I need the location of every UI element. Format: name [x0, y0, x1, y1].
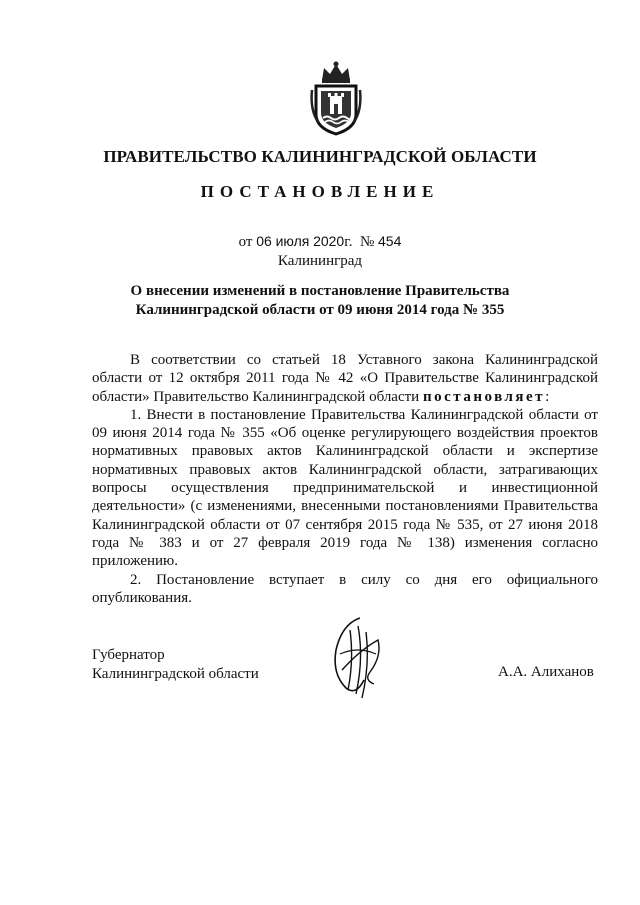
item-1-paragraph: 1. Внести в постановление Правительства Калининградской области от 09 июня 2014 года № 355 «Об оценке регулирующего воздействия проектов нормативных правовых актов Калининградской области и экспертизе нормативных правовых актов Калининградской области, затрагивающих вопросы осуществления предпринимательской и инвестиционной деятельности» (с изменениями, внесенными постановлениями Правительства Калининградской области от 07 сентября 2015 года № 535, от 27 июня 2018 года № 383 и от 27 февраля 2019 года № 138) изменения согласно приложению.: [92, 406, 598, 570]
position-line-2: Калининградской области: [92, 666, 259, 682]
signatory-name: А.А. Алиханов: [498, 664, 594, 680]
signatory-position: [92, 646, 259, 684]
year-suffix: г.: [344, 234, 353, 250]
coat-of-arms-icon: [308, 60, 364, 136]
subject-line-2: Калининградской области от 09 июня 2014 года № 355: [135, 302, 505, 318]
intro-text: В соответствии со статьей 18 Уставного закона Калининградской области от 12 октября 2011 года № 42 «О Правительстве Калининградской области» Правительство Калининградской области: [92, 352, 598, 405]
subject-line-1: О внесении изменений в постановление Правительства: [130, 283, 510, 299]
date-day: 06: [256, 233, 272, 249]
resolves-word: постановляет: [422, 388, 546, 405]
item-2-paragraph: 2. Постановление вступает в силу со дня его официального опубликования.: [92, 571, 598, 606]
document-date-number: [0, 233, 640, 251]
place-of-issue: Калининград: [277, 253, 363, 269]
number-sign: №: [359, 234, 375, 250]
date-month: июля: [275, 233, 310, 249]
handwritten-signature: [320, 610, 395, 710]
issuing-authority: ПРАВИТЕЛЬСТВО КАЛИНИНГРАДСКОЙ ОБЛАСТИ: [103, 147, 537, 166]
document-subject: [0, 282, 640, 320]
date-prefix: от: [238, 234, 253, 250]
document-body: [92, 351, 598, 607]
document-number: 454: [378, 233, 402, 249]
intro-paragraph: [92, 351, 598, 406]
date-year: 2020: [313, 233, 345, 249]
document-type: ПОСТАНОВЛЕНИЕ: [200, 182, 440, 201]
resolves-colon: :: [545, 388, 550, 405]
position-line-1: Губернатор: [92, 647, 165, 663]
